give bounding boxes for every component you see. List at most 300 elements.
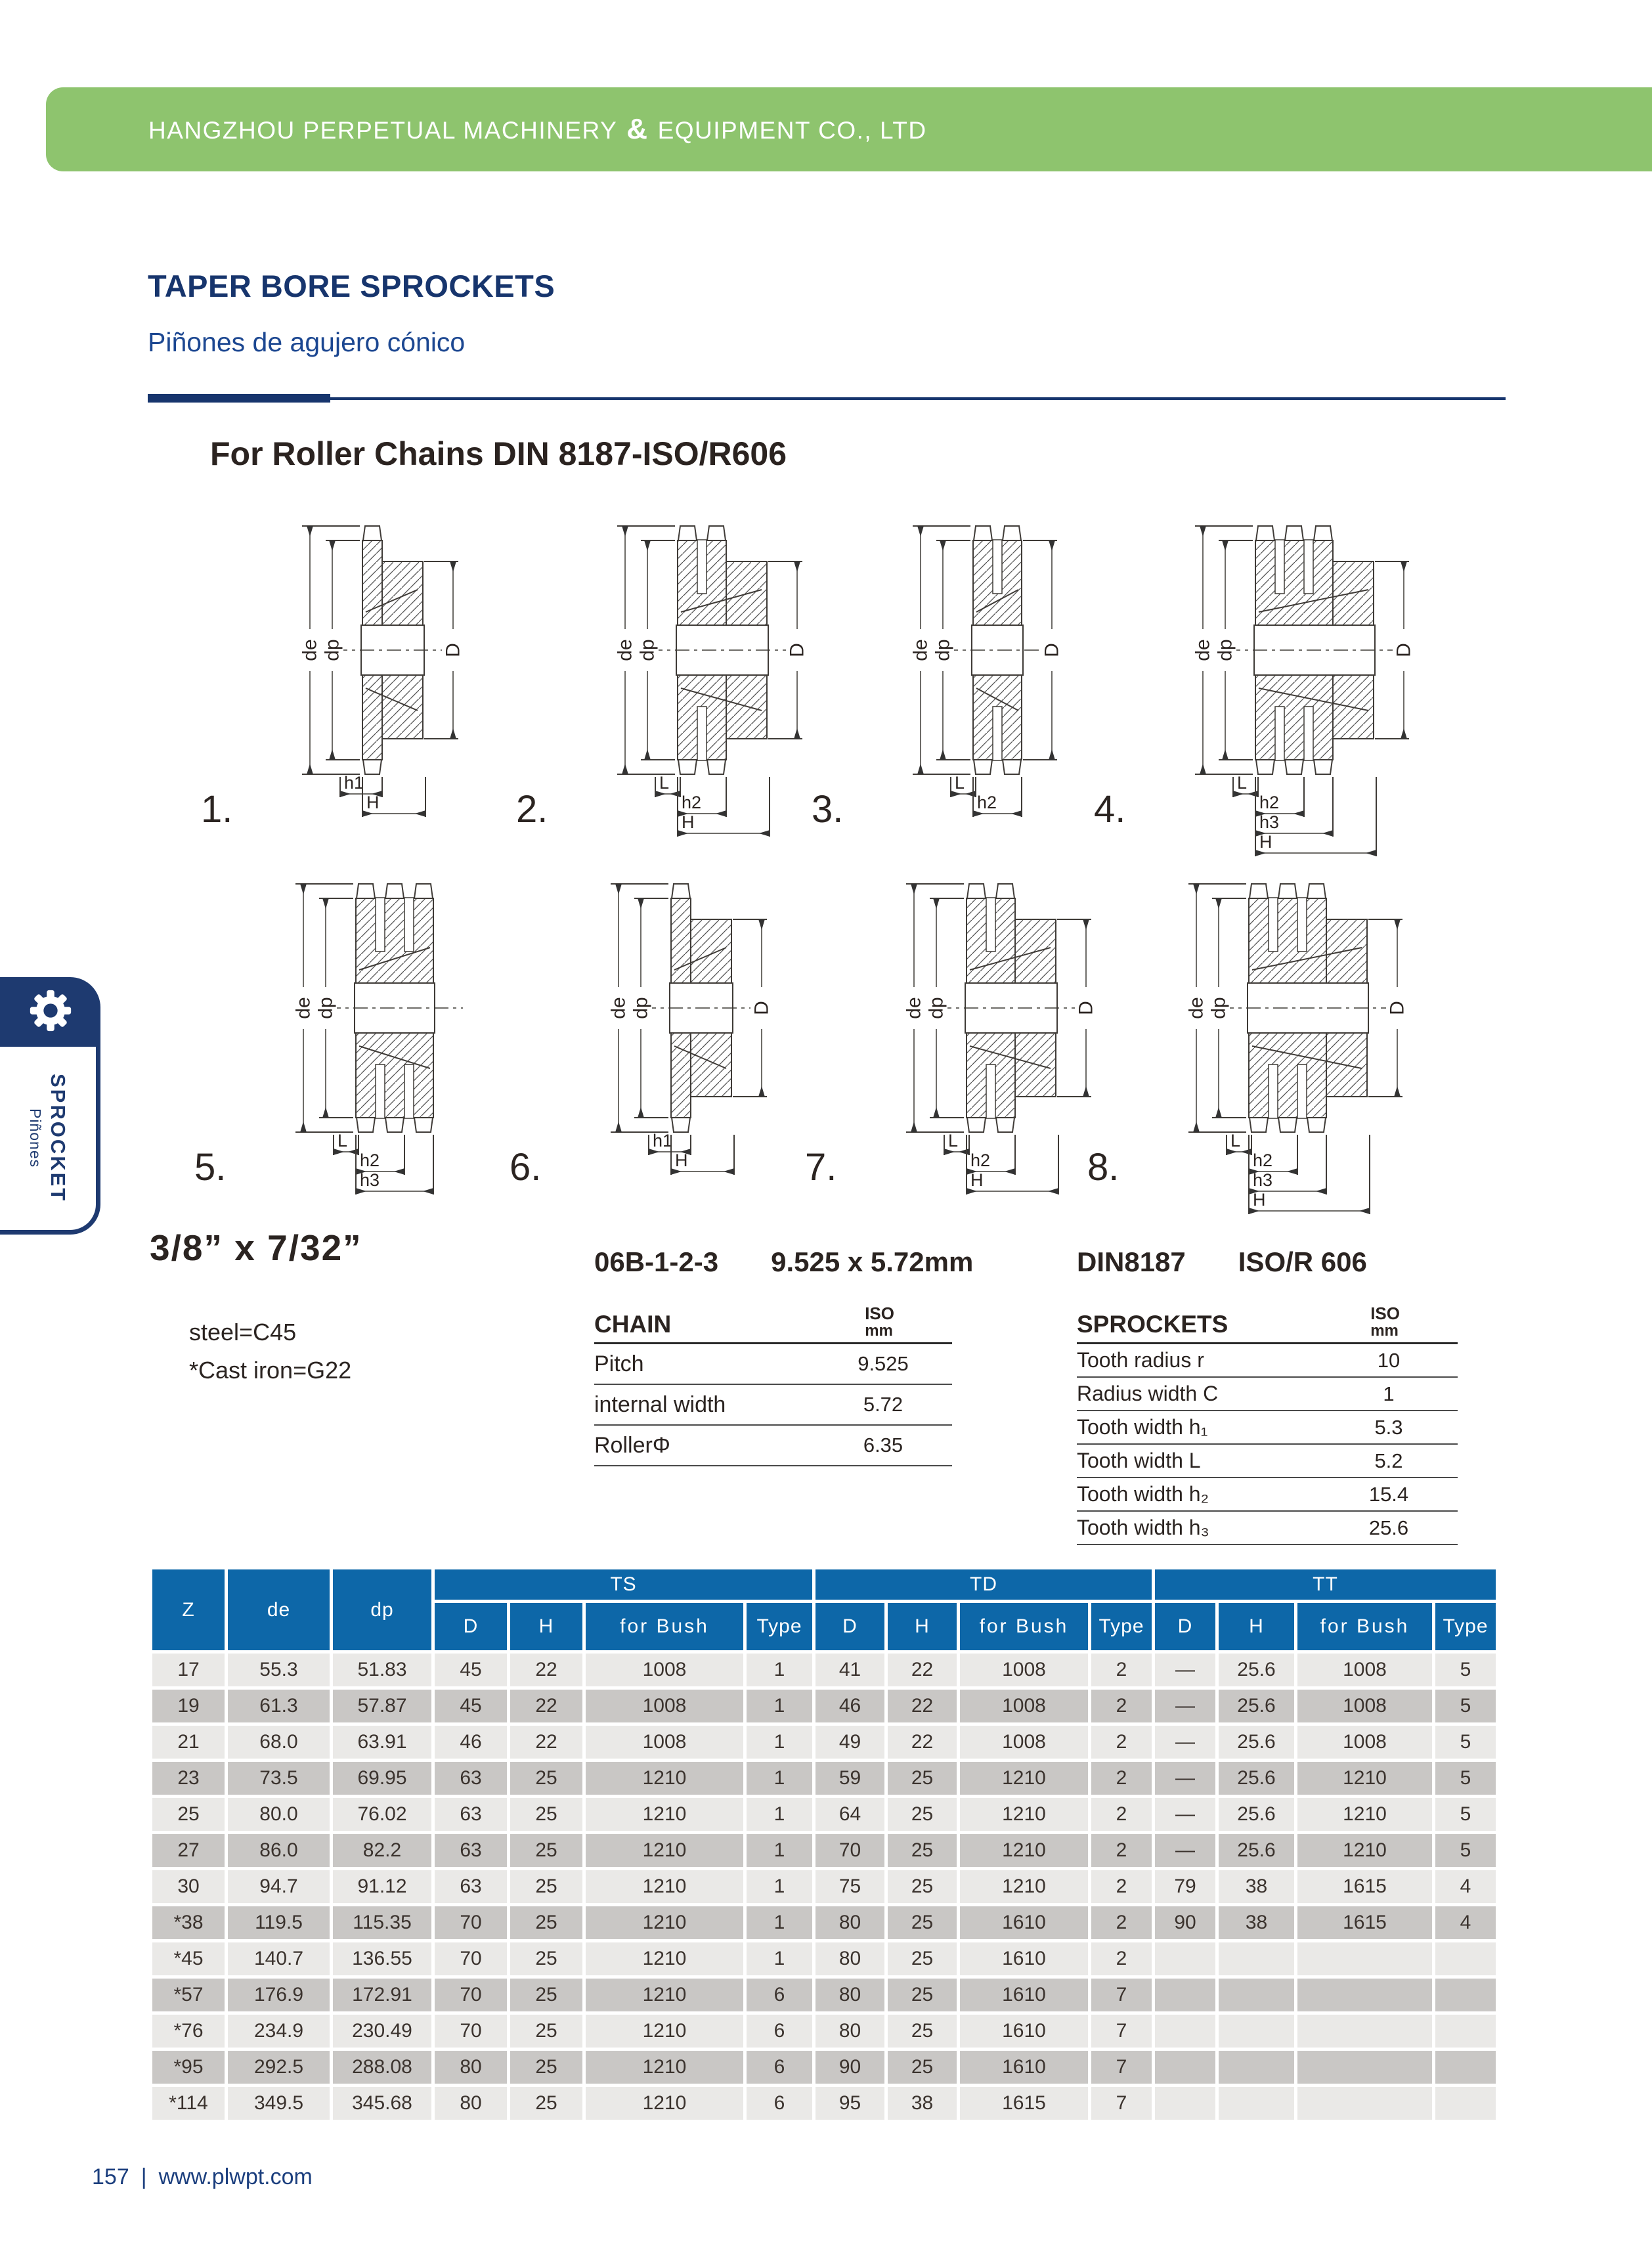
svg-text:h2: h2 — [970, 1150, 991, 1170]
table-cell: 1610 — [960, 1979, 1088, 2011]
table-cell — [1435, 1979, 1496, 2011]
table-cell — [1297, 2015, 1432, 2048]
table-cell: 1008 — [1297, 1726, 1432, 1759]
chain-table-header — [594, 1305, 952, 1344]
table-cell: 25 — [888, 1834, 957, 1867]
table-cell: 46 — [815, 1690, 884, 1722]
chain-spec-table — [594, 1305, 952, 1466]
svg-text:de: de — [1192, 639, 1214, 661]
svg-text:dp: dp — [1207, 997, 1230, 1019]
table-cell: 1210 — [586, 2087, 743, 2120]
table-cell: 140.7 — [228, 1942, 330, 1975]
svg-text:h2: h2 — [1253, 1150, 1273, 1170]
table-cell — [1155, 2015, 1215, 2048]
table-cell: 1210 — [586, 2015, 743, 2048]
svg-text:h3: h3 — [1253, 1170, 1273, 1190]
table-cell: 25 — [510, 2087, 582, 2120]
table-cell: 136.55 — [333, 1942, 431, 1975]
table-cell: 1610 — [960, 1906, 1088, 1939]
chain-spec-value: 6.35 — [863, 1434, 903, 1457]
sprocket-iso-standard: ISO/R 606 — [1238, 1246, 1367, 1277]
table-cell: 1008 — [586, 1654, 743, 1686]
figure-8 — [1083, 860, 1412, 1210]
figure-8-number: 8. — [1087, 1146, 1119, 1189]
svg-text:H: H — [366, 793, 380, 812]
sprocket-table-rows — [1077, 1344, 1458, 1545]
table-cell: 25 — [888, 1906, 957, 1939]
table-cell: 7 — [1091, 2015, 1152, 2048]
table-subheader-tt-h: H — [1219, 1603, 1294, 1650]
table-cell — [1435, 2015, 1496, 2048]
table-cell: 22 — [510, 1690, 582, 1722]
table-cell — [1219, 2015, 1294, 2048]
svg-text:dp: dp — [925, 997, 947, 1019]
svg-text:dp: dp — [1214, 639, 1236, 661]
table-cell — [1297, 1942, 1432, 1975]
table-subheader-td-type: Type — [1091, 1603, 1152, 1650]
table-cell: 80 — [815, 1979, 884, 2011]
table-cell: 292.5 — [228, 2051, 330, 2084]
table-cell: 59 — [815, 1762, 884, 1795]
table-cell: 1 — [747, 1798, 812, 1831]
table-cell — [1219, 1942, 1294, 1975]
table-cell: 63.91 — [333, 1726, 431, 1759]
table-cell: 17 — [152, 1654, 225, 1686]
table-cell: 27 — [152, 1834, 225, 1867]
sprocket-table-header — [1077, 1305, 1458, 1344]
table-cell — [1435, 2087, 1496, 2120]
table-cell: 2 — [1091, 1654, 1152, 1686]
table-cell: 25 — [510, 1834, 582, 1867]
table-cell: 234.9 — [228, 2015, 330, 2048]
svg-text:dp: dp — [932, 639, 954, 661]
table-cell — [1297, 2051, 1432, 2084]
table-cell: 1610 — [960, 2015, 1088, 2048]
svg-text:h3: h3 — [1259, 812, 1280, 832]
table-cell: 25 — [510, 1942, 582, 1975]
table-cell: 51.83 — [333, 1654, 431, 1686]
svg-text:h1: h1 — [653, 1131, 673, 1150]
chain-spec-value: 9.525 — [858, 1352, 909, 1376]
materials-note — [189, 1313, 351, 1389]
table-cell: 2 — [1091, 1834, 1152, 1867]
table-subheader-ts-h: H — [510, 1603, 582, 1650]
table-cell: 2 — [1091, 1870, 1152, 1903]
figure-6-number: 6. — [510, 1146, 542, 1189]
sprocket-spec-value: 15.4 — [1368, 1482, 1409, 1506]
company-name — [148, 113, 927, 146]
figure-5 — [190, 860, 519, 1192]
table-cell: 25.6 — [1219, 1798, 1294, 1831]
table-cell: 76.02 — [333, 1798, 431, 1831]
table-cell: 115.35 — [333, 1906, 431, 1939]
table-subheader-td-d: D — [815, 1603, 884, 1650]
table-cell — [1219, 2051, 1294, 2084]
table-cell: 25.6 — [1219, 1762, 1294, 1795]
sprocket-drawing-2 — [512, 502, 840, 834]
table-cell: 1210 — [586, 1834, 743, 1867]
page-footer — [92, 2164, 313, 2190]
svg-text:D: D — [1386, 1001, 1408, 1015]
table-cell: 172.91 — [333, 1979, 431, 2011]
table-cell: 5 — [1435, 1798, 1496, 1831]
table-cell: 1210 — [586, 1798, 743, 1831]
table-cell: 25 — [152, 1798, 225, 1831]
svg-text:h2: h2 — [977, 793, 997, 812]
table-cell: 230.49 — [333, 2015, 431, 2048]
table-cell: 2 — [1091, 1690, 1152, 1722]
figure-7-number: 7. — [805, 1146, 837, 1189]
sprocket-spec-table — [1077, 1305, 1458, 1545]
svg-text:D: D — [1075, 1001, 1097, 1015]
table-cell — [1155, 2051, 1215, 2084]
svg-text:h3: h3 — [360, 1170, 380, 1190]
svg-text:dp: dp — [636, 639, 659, 661]
table-cell: 95 — [815, 2087, 884, 2120]
svg-text:L: L — [948, 1131, 959, 1150]
table-cell: 70 — [435, 1979, 507, 2011]
sprocket-spec-row — [1077, 1445, 1458, 1478]
table-cell: 1210 — [586, 1979, 743, 2011]
table-cell: *38 — [152, 1906, 225, 1939]
table-cell: 80.0 — [228, 1798, 330, 1831]
table-cell — [1297, 2087, 1432, 2120]
table-cell: 5 — [1435, 1654, 1496, 1686]
table-cell: 1210 — [586, 1906, 743, 1939]
table-cell: 1210 — [586, 1870, 743, 1903]
table-cell: 57.87 — [333, 1690, 431, 1722]
table-cell: 1 — [747, 1906, 812, 1939]
svg-text:D: D — [786, 643, 808, 657]
title-rule-thick — [148, 394, 330, 403]
title-rule-thin — [330, 397, 1506, 400]
table-cell: 80 — [815, 1906, 884, 1939]
company-name-part1: HANGZHOU PERPETUAL MACHINERY — [148, 117, 618, 144]
table-cell: 2 — [1091, 1726, 1152, 1759]
svg-text:L: L — [659, 773, 670, 793]
figure-3-number: 3. — [812, 788, 844, 831]
table-cell: — — [1155, 1690, 1215, 1722]
sprocket-spec-row — [1077, 1411, 1458, 1445]
table-cell: 25 — [510, 1906, 582, 1939]
table-cell: 45 — [435, 1690, 507, 1722]
sprocket-spec-row — [1077, 1512, 1458, 1545]
sprocket-spec-label: Tooth width h₁ — [1077, 1415, 1208, 1439]
table-cell: 25 — [888, 1942, 957, 1975]
table-cell: 1008 — [960, 1726, 1088, 1759]
sprocket-table-title: SPROCKETS — [1077, 1311, 1228, 1338]
table-cell: 25 — [888, 2015, 957, 2048]
table-cell: 90 — [815, 2051, 884, 2084]
table-cell: 79 — [1155, 1870, 1215, 1903]
chain-spec-row — [594, 1344, 952, 1385]
table-cell: 4 — [1435, 1870, 1496, 1903]
svg-text:H: H — [675, 1150, 688, 1170]
table-cell: 41 — [815, 1654, 884, 1686]
table-cell: 1210 — [1297, 1762, 1432, 1795]
table-cell: 1210 — [586, 1942, 743, 1975]
table-cell: 1 — [747, 1690, 812, 1722]
table-cell: 25 — [888, 1798, 957, 1831]
table-cell: 70 — [435, 1906, 507, 1939]
table-cell: 69.95 — [333, 1762, 431, 1795]
table-cell — [1155, 1942, 1215, 1975]
table-header-de: de — [228, 1569, 330, 1650]
table-cell: 288.08 — [333, 2051, 431, 2084]
svg-text:dp: dp — [315, 997, 337, 1019]
table-cell: 1008 — [586, 1690, 743, 1722]
figure-3 — [808, 502, 1136, 834]
sprocket-unit-mm: mm — [1370, 1321, 1399, 1340]
svg-text:dp: dp — [321, 639, 343, 661]
table-cell: 1610 — [960, 2051, 1088, 2084]
table-cell: 25 — [510, 2015, 582, 2048]
svg-text:h2: h2 — [682, 793, 702, 812]
material-cast-iron: *Cast iron=G22 — [189, 1356, 352, 1384]
table-cell — [1155, 1979, 1215, 2011]
table-cell — [1297, 1979, 1432, 2011]
table-group-header-td: TD — [815, 1569, 1152, 1600]
sprocket-spec-label: Tooth width L — [1077, 1449, 1201, 1473]
sprocket-spec-label: Tooth width h₃ — [1077, 1516, 1209, 1540]
table-cell — [1219, 2087, 1294, 2120]
svg-text:de: de — [292, 997, 315, 1019]
table-cell: 22 — [888, 1726, 957, 1759]
table-cell: 1210 — [586, 1762, 743, 1795]
table-subheader-tt-type: Type — [1435, 1603, 1496, 1650]
sprocket-table-units — [1370, 1305, 1400, 1338]
table-cell: 90 — [1155, 1906, 1215, 1939]
table-cell: — — [1155, 1834, 1215, 1867]
table-cell: — — [1155, 1654, 1215, 1686]
sprocket-drawing-6 — [506, 860, 834, 1192]
table-cell: 7 — [1091, 2051, 1152, 2084]
chain-designation-heading — [594, 1246, 973, 1278]
table-cell: 1615 — [1297, 1906, 1432, 1939]
svg-text:L: L — [1237, 773, 1248, 793]
svg-text:D: D — [442, 643, 464, 657]
page-title: TAPER BORE SPROCKETS — [148, 269, 555, 303]
table-cell: 5 — [1435, 1690, 1496, 1722]
table-cell: 345.68 — [333, 2087, 431, 2120]
table-cell: 1210 — [960, 1762, 1088, 1795]
sprocket-spec-row — [1077, 1344, 1458, 1378]
footer-separator: | — [141, 2164, 147, 2189]
chain-spec-row — [594, 1385, 952, 1426]
table-cell: 5 — [1435, 1834, 1496, 1867]
svg-text:h2: h2 — [360, 1150, 380, 1170]
table-cell: 22 — [510, 1654, 582, 1686]
sprocket-spec-row — [1077, 1378, 1458, 1411]
table-cell: 70 — [435, 1942, 507, 1975]
table-cell: 1008 — [586, 1726, 743, 1759]
table-cell: 176.9 — [228, 1979, 330, 2011]
figure-5-number: 5. — [194, 1146, 227, 1189]
table-cell: 80 — [815, 2015, 884, 2048]
sprocket-drawing-8 — [1083, 860, 1412, 1210]
svg-text:L: L — [1230, 1131, 1241, 1150]
figure-2-number: 2. — [516, 788, 548, 831]
table-cell: 64 — [815, 1798, 884, 1831]
table-cell: 6 — [747, 2087, 812, 2120]
table-cell: 2 — [1091, 1798, 1152, 1831]
table-cell: 94.7 — [228, 1870, 330, 1903]
company-header-band — [46, 87, 1652, 171]
table-cell: 25 — [888, 1762, 957, 1795]
table-cell: 80 — [435, 2087, 507, 2120]
sprocket-drawing-7 — [801, 860, 1129, 1192]
table-cell: 25 — [510, 2051, 582, 2084]
chain-spec-row — [594, 1426, 952, 1466]
sidebar-category-tab — [0, 977, 100, 1235]
table-cell: 1 — [747, 1870, 812, 1903]
chain-unit-mm: mm — [865, 1321, 893, 1340]
table-cell: 25 — [510, 1762, 582, 1795]
table-cell: 25.6 — [1219, 1726, 1294, 1759]
table-cell: 25 — [510, 1870, 582, 1903]
table-cell: — — [1155, 1726, 1215, 1759]
svg-text:H: H — [1259, 832, 1272, 852]
table-cell: 55.3 — [228, 1654, 330, 1686]
sprocket-drawing-1 — [197, 502, 525, 834]
sidebar-tab-body — [0, 1047, 100, 1235]
table-subheader-ts-for-bush: for Bush — [586, 1603, 743, 1650]
chain-unit-iso: ISO — [865, 1304, 894, 1323]
svg-text:de: de — [614, 639, 636, 661]
sprocket-drawing-5 — [190, 860, 519, 1192]
company-name-part2: EQUIPMENT CO., LTD — [657, 117, 927, 144]
sprocket-spec-label: Radius width C — [1077, 1382, 1219, 1406]
svg-text:D: D — [1041, 643, 1063, 657]
sprocket-standard-heading — [1077, 1246, 1367, 1278]
table-cell: 2 — [1091, 1906, 1152, 1939]
table-cell: 25.6 — [1219, 1834, 1294, 1867]
sprocket-din-standard: DIN8187 — [1077, 1246, 1186, 1277]
table-cell — [1435, 1942, 1496, 1975]
figure-4-number: 4. — [1094, 788, 1126, 831]
website-url: www.plwpt.com — [158, 2164, 313, 2189]
chain-spec-value: 5.72 — [863, 1393, 903, 1416]
material-steel: steel=C45 — [189, 1319, 297, 1346]
svg-text:de: de — [299, 639, 321, 661]
table-cell: 23 — [152, 1762, 225, 1795]
table-cell: *45 — [152, 1942, 225, 1975]
table-cell: 1008 — [960, 1654, 1088, 1686]
table-cell: 22 — [510, 1726, 582, 1759]
table-subheader-td-h: H — [888, 1603, 957, 1650]
svg-text:de: de — [903, 997, 925, 1019]
page-subtitle: Piñones de agujero cónico — [148, 327, 466, 357]
chain-spec-label: RollerΦ — [594, 1432, 670, 1458]
table-cell: 25 — [888, 2051, 957, 2084]
figure-1-number: 1. — [201, 788, 233, 831]
chain-designation: 06B-1-2-3 — [594, 1246, 719, 1277]
table-cell: 1210 — [1297, 1834, 1432, 1867]
table-header-z: Z — [152, 1569, 225, 1650]
table-cell: — — [1155, 1762, 1215, 1795]
table-cell: 1210 — [960, 1798, 1088, 1831]
ampersand: & — [626, 113, 649, 145]
svg-text:L: L — [955, 773, 965, 793]
table-cell: 1 — [747, 1834, 812, 1867]
table-cell: 68.0 — [228, 1726, 330, 1759]
chain-size-heading: 3/8” x 7/32” — [150, 1227, 362, 1268]
table-subheader-td-for-bush: for Bush — [960, 1603, 1088, 1650]
table-cell: 6 — [747, 2051, 812, 2084]
table-cell: 22 — [888, 1690, 957, 1722]
table-cell: 30 — [152, 1870, 225, 1903]
sprocket-spec-value: 25.6 — [1368, 1516, 1409, 1539]
svg-text:H: H — [682, 812, 695, 832]
table-cell: 25 — [888, 1870, 957, 1903]
gear-icon — [24, 984, 77, 1041]
table-cell: 45 — [435, 1654, 507, 1686]
sidebar-tab-header — [0, 977, 100, 1047]
chain-table-rows — [594, 1344, 952, 1466]
table-cell: 7 — [1091, 2087, 1152, 2120]
table-cell: 1 — [747, 1726, 812, 1759]
table-cell: 1 — [747, 1942, 812, 1975]
table-cell: 1008 — [960, 1690, 1088, 1722]
table-cell: 80 — [815, 1942, 884, 1975]
table-cell: 25.6 — [1219, 1654, 1294, 1686]
table-cell: 5 — [1435, 1762, 1496, 1795]
figure-4 — [1090, 502, 1418, 852]
table-subheader-tt-d: D — [1155, 1603, 1215, 1650]
table-cell: — — [1155, 1798, 1215, 1831]
table-cell: 80 — [435, 2051, 507, 2084]
table-cell — [1155, 2087, 1215, 2120]
table-cell: 1615 — [1297, 1870, 1432, 1903]
svg-text:h1: h1 — [344, 773, 364, 793]
table-subheader-tt-for-bush: for Bush — [1297, 1603, 1432, 1650]
section-title: For Roller Chains DIN 8187-ISO/R606 — [210, 435, 787, 472]
table-cell: *57 — [152, 1979, 225, 2011]
table-cell: 63 — [435, 1762, 507, 1795]
figure-1 — [197, 502, 525, 834]
svg-text:de: de — [909, 639, 932, 661]
svg-text:D: D — [750, 1001, 773, 1015]
table-cell: 91.12 — [333, 1870, 431, 1903]
sprocket-drawing-4 — [1090, 502, 1418, 852]
figure-7 — [801, 860, 1129, 1192]
table-cell — [1435, 2051, 1496, 2084]
sidebar-label: SPROCKET — [46, 1074, 70, 1203]
table-cell: 1210 — [586, 2051, 743, 2084]
table-cell: 70 — [435, 2015, 507, 2048]
table-cell: 25 — [888, 1979, 957, 2011]
table-cell: 2 — [1091, 1762, 1152, 1795]
table-cell: 22 — [888, 1654, 957, 1686]
table-cell: 25.6 — [1219, 1690, 1294, 1722]
sprocket-spec-label: Tooth width h₂ — [1077, 1482, 1209, 1506]
table-cell: 1210 — [960, 1834, 1088, 1867]
table-group-header-tt: TT — [1155, 1569, 1496, 1600]
sprocket-spec-value: 5.3 — [1374, 1415, 1403, 1439]
table-cell: 7 — [1091, 1979, 1152, 2011]
svg-text:L: L — [337, 1131, 348, 1150]
svg-text:D: D — [1393, 643, 1415, 657]
page-number: 157 — [92, 2164, 129, 2189]
sprocket-spec-row — [1077, 1478, 1458, 1512]
svg-text:h2: h2 — [1259, 793, 1280, 812]
chain-table-title: CHAIN — [594, 1311, 672, 1338]
svg-text:de: de — [1185, 997, 1207, 1019]
table-cell: 4 — [1435, 1906, 1496, 1939]
sprocket-unit-iso: ISO — [1370, 1304, 1400, 1323]
chain-spec-label: internal width — [594, 1391, 726, 1417]
svg-text:H: H — [1253, 1190, 1266, 1210]
